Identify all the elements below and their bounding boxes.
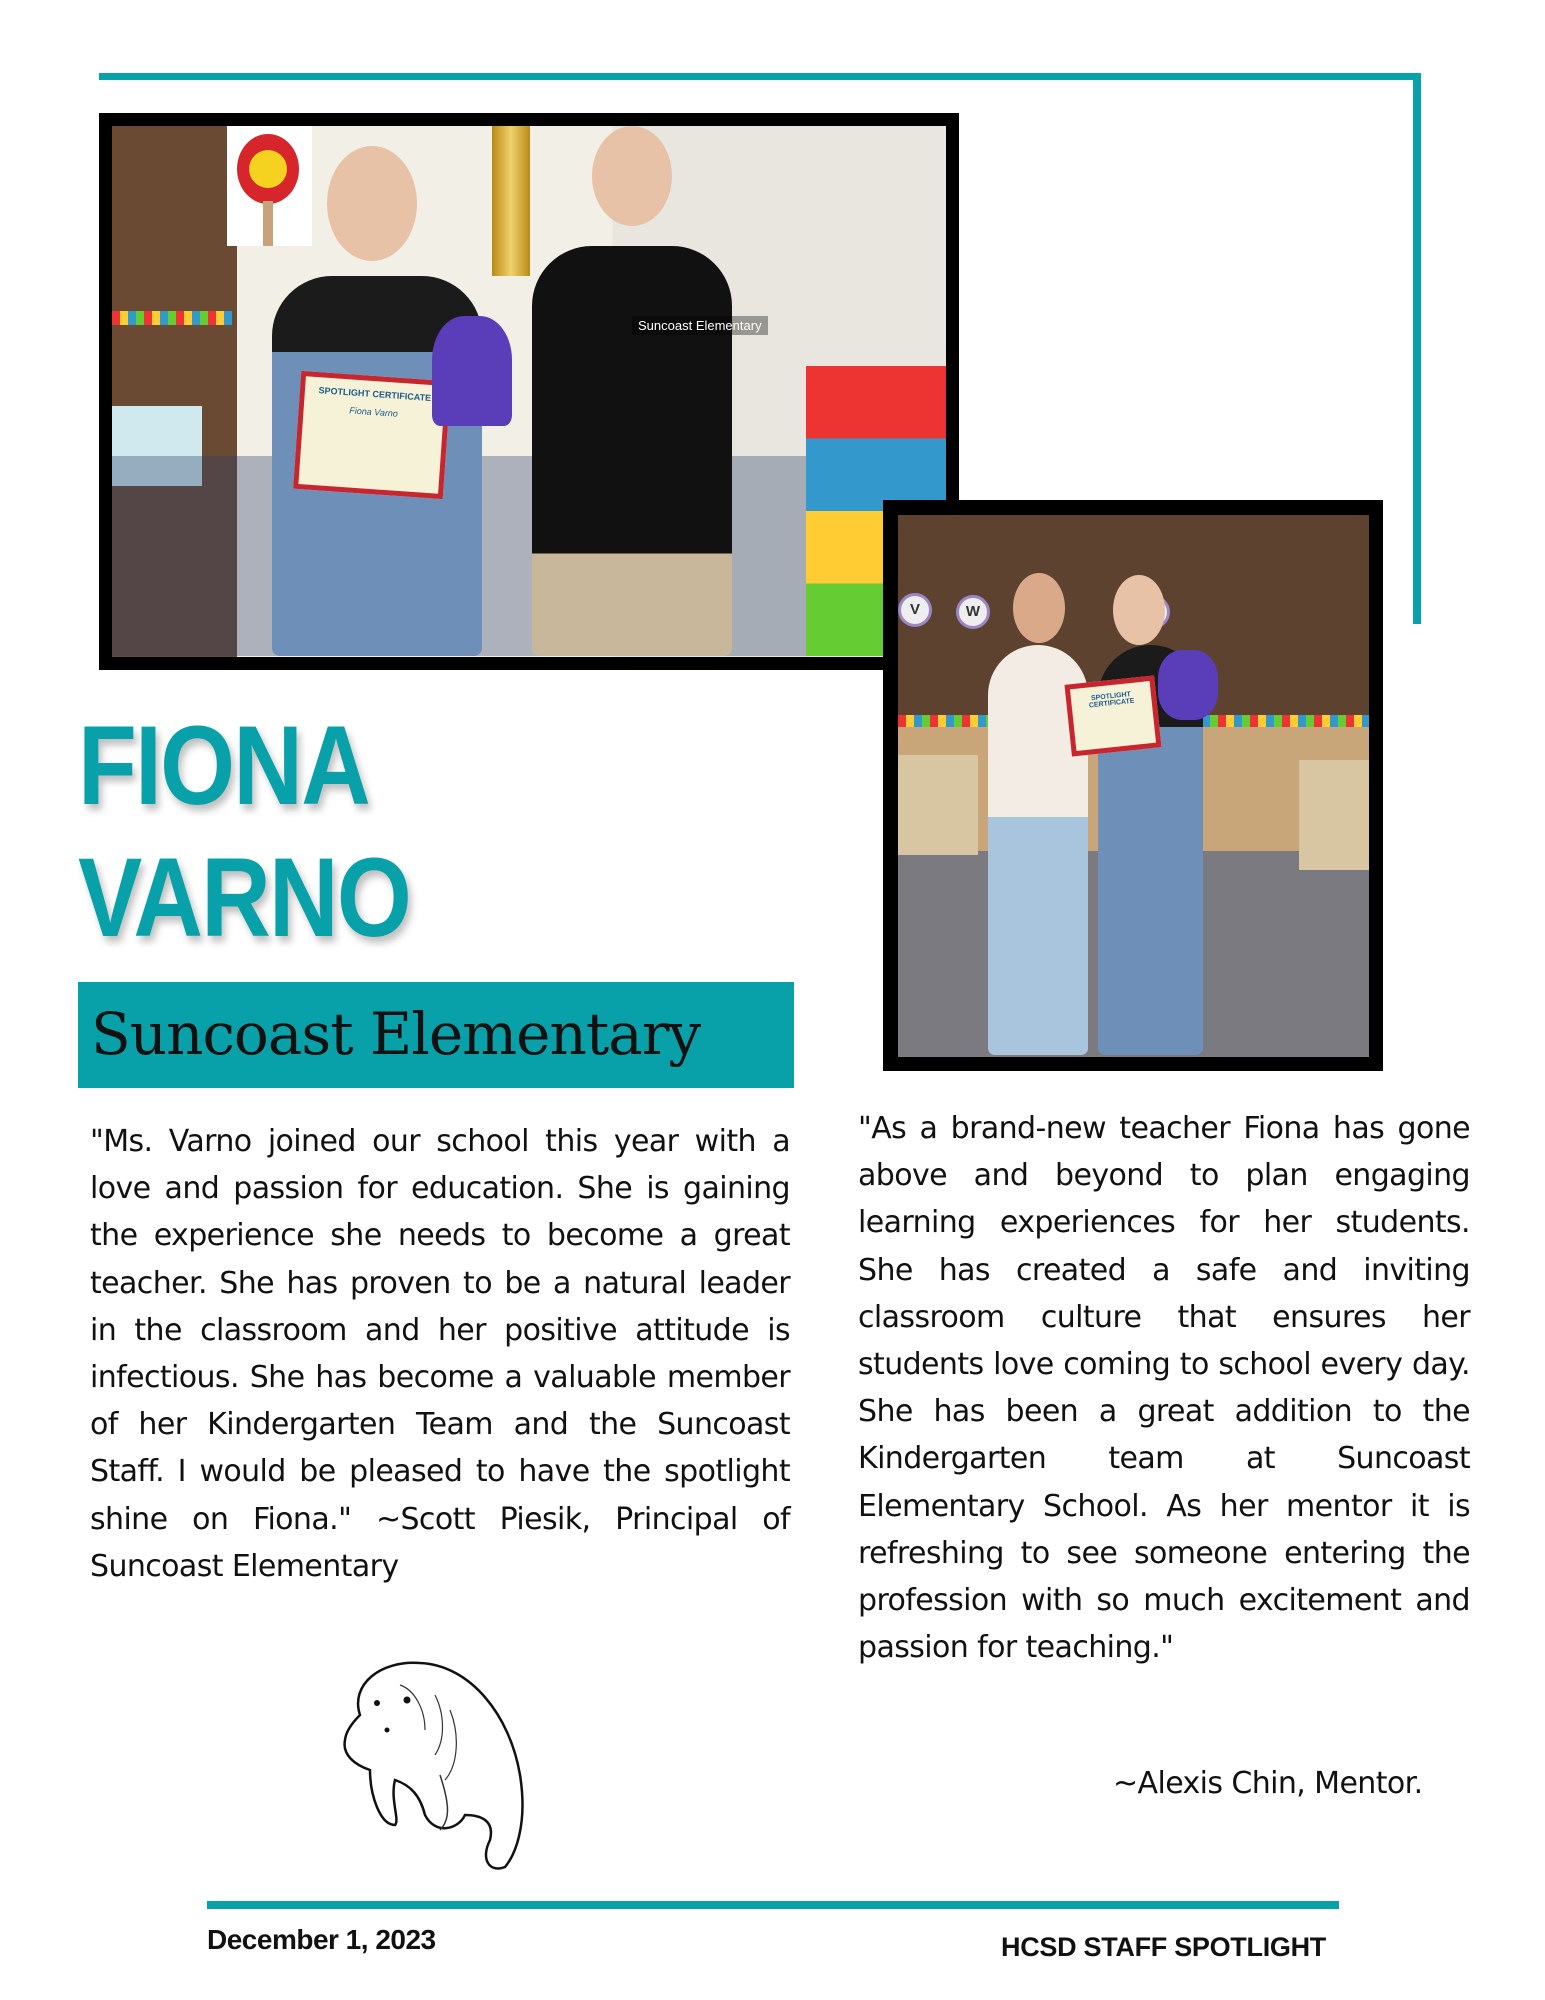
mentor-head [1013,573,1065,643]
photo-principal-image [112,126,946,657]
handprint-art [227,126,312,246]
person-principal [532,246,732,656]
certificate: SPOTLIGHT CERTIFICATE [1064,675,1161,756]
certificate: SPOTLIGHT CERTIFICATE Fiona Varno [293,371,451,499]
publication-name: HCSD STAFF SPOTLIGHT [1001,1932,1326,1962]
letter-tile-w: W [956,595,990,629]
footer-rule [207,1901,1339,1909]
photo-principal-presentation [99,113,959,670]
shelf-left [898,755,978,855]
photo-mentor [883,500,1383,1071]
frame-top-rule [99,73,1421,80]
jacket-logo: Suncoast Elementary [632,316,768,335]
flower-bouquet [1158,650,1218,720]
principal-quote: "Ms. Varno joined our school this year with a love and passion for education. She is gaining the experience she needs to become a great teacher. She has proven to be a natural leader in the classroom and her positive attitude is infectious. She has become a valuable member of her Kindergarten Team and the Suncoast Staff. I would be pleased to have the spotlight shine on Fiona." ~Scott Piesik, Principal of Suncoast Elementary [90,1124,790,1584]
photo-mentor-image [898,515,1369,1057]
first-name: FIONA [78,703,370,828]
school-banner [78,982,794,1088]
honoree-head [327,146,417,261]
decorative-border [112,311,232,325]
mentor-quote: "As a brand-new teacher Fiona has gone above and beyond to plan engaging learning experiences for her students. She has created a safe and inviting classroom culture that ensures her students love coming to school every day. She has been a great addition to the Kindergarten team at Suncoast Elementary School. As her mentor it is refreshing to see someone entering the profession with so much excitement and passion for teaching." [858,1111,1470,1666]
principal-head [592,126,672,226]
mentor-attribution: ~Alexis Chin, Mentor. [1113,1766,1423,1801]
honoree-head [1113,575,1165,645]
manatee-illustration [340,1655,530,1875]
flower-bouquet [432,316,512,426]
last-name: VARNO [78,835,411,960]
letter-tile-v: V [898,593,932,627]
honoree-name [78,700,410,964]
frame-right-rule [1413,73,1421,624]
issue-date: December 1, 2023 [207,1924,436,1955]
shelf-right [1299,760,1369,870]
trophy [492,126,530,276]
school-name: Suncoast Elementary [91,1000,701,1068]
